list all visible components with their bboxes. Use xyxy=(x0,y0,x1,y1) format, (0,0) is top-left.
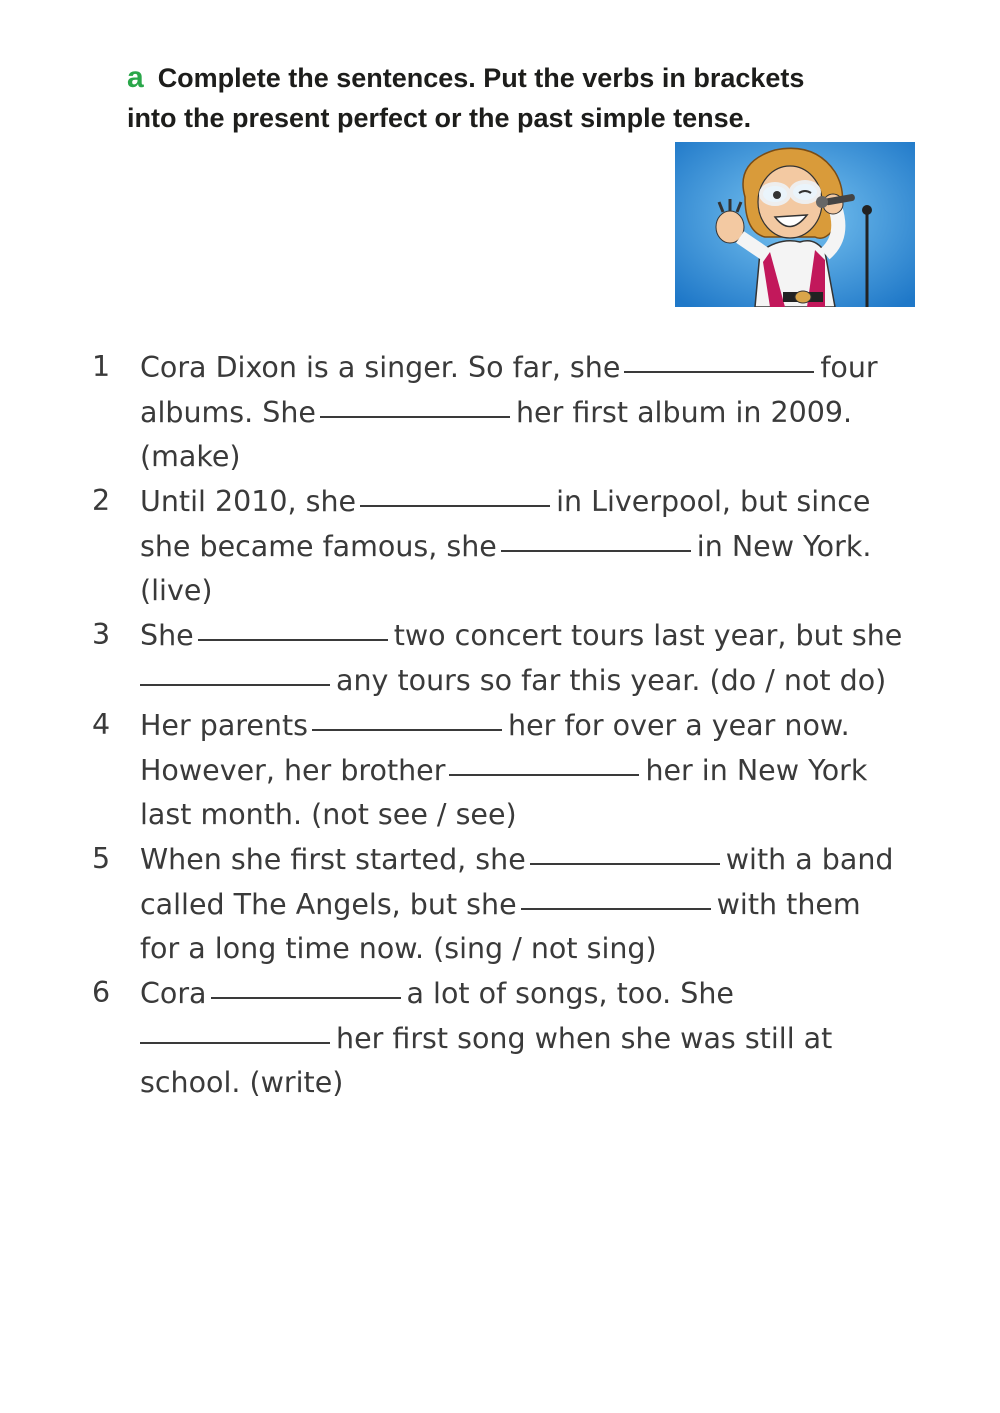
item-line xyxy=(140,971,922,1016)
answer-blank[interactable] xyxy=(449,744,639,776)
exercise-letter: a xyxy=(127,61,144,94)
item-line xyxy=(140,882,922,927)
answer-blank[interactable] xyxy=(312,699,502,731)
exercise-list xyxy=(92,345,922,1105)
item-line xyxy=(140,613,922,658)
item-hint: (make) xyxy=(140,440,241,473)
answer-blank[interactable] xyxy=(521,878,711,910)
item-text: her in New York xyxy=(645,754,868,787)
item-hint: school. (write) xyxy=(140,1066,344,1099)
instruction-line-1 xyxy=(127,58,907,98)
answer-blank[interactable] xyxy=(140,654,330,686)
answer-blank[interactable] xyxy=(624,341,814,373)
item-number: 3 xyxy=(92,618,111,651)
exercise-item-1 xyxy=(92,345,922,479)
item-text: her first song when she was still at xyxy=(336,1022,833,1055)
singer-illustration xyxy=(675,142,915,307)
item-text: with a band xyxy=(725,843,894,876)
item-line xyxy=(140,703,922,748)
item-text: However, her brother xyxy=(140,754,446,787)
answer-blank[interactable] xyxy=(530,833,720,865)
item-line xyxy=(140,1016,922,1061)
item-text: She xyxy=(140,619,194,652)
item-text: her for over a year now. xyxy=(508,709,850,742)
item-text: four xyxy=(820,351,878,384)
instruction-line-2: into the present perfect or the past simple tense. xyxy=(127,103,752,133)
item-text: her first album in 2009. xyxy=(515,396,853,429)
item-text: she became famous, she xyxy=(140,530,497,563)
item-text: in Liverpool, but since xyxy=(556,485,871,518)
exercise-item-5 xyxy=(92,837,922,971)
item-text: called The Angels, but she xyxy=(140,888,517,921)
answer-blank[interactable] xyxy=(211,967,401,999)
item-text: Cora Dixon is a singer. So far, she xyxy=(140,351,621,384)
item-number: 5 xyxy=(92,842,111,875)
item-line xyxy=(140,658,922,703)
item-line xyxy=(140,390,922,435)
answer-blank[interactable] xyxy=(501,520,691,552)
answer-blank[interactable] xyxy=(360,475,550,507)
item-line xyxy=(140,479,922,524)
answer-blank[interactable] xyxy=(320,386,510,418)
item-line xyxy=(140,748,922,793)
item-hint: for a long time now. (sing / not sing) xyxy=(140,932,657,965)
item-text: Cora xyxy=(140,977,207,1010)
item-text: any tours so far this year. (do / not do) xyxy=(336,664,887,697)
item-number: 6 xyxy=(92,976,111,1009)
exercise-item-2 xyxy=(92,479,922,613)
instructions xyxy=(127,58,907,138)
item-hint: (live) xyxy=(140,574,213,607)
exercise-item-4 xyxy=(92,703,922,837)
item-number: 1 xyxy=(92,350,111,383)
item-text: Her parents xyxy=(140,709,309,742)
answer-blank[interactable] xyxy=(140,1012,330,1044)
item-line xyxy=(140,837,922,882)
item-text: Until 2010, she xyxy=(140,485,357,518)
item-hint: last month. (not see / see) xyxy=(140,798,517,831)
exercise-item-6 xyxy=(92,971,922,1105)
item-text: When she first started, she xyxy=(140,843,526,876)
item-number: 2 xyxy=(92,484,111,517)
item-number: 4 xyxy=(92,708,111,741)
item-text: a lot of songs, too. She xyxy=(406,977,734,1010)
item-text: albums. She xyxy=(140,396,316,429)
item-line xyxy=(140,345,922,390)
item-text: two concert tours last year, but she xyxy=(393,619,903,652)
exercise-item-3 xyxy=(92,613,922,703)
item-line xyxy=(140,524,922,569)
singer-cartoon-icon xyxy=(675,142,915,307)
item-text: with them xyxy=(716,888,861,921)
answer-blank[interactable] xyxy=(198,609,388,641)
item-text: in New York. xyxy=(696,530,872,563)
instruction-text-1: Complete the sentences. Put the verbs in brackets xyxy=(157,63,805,93)
